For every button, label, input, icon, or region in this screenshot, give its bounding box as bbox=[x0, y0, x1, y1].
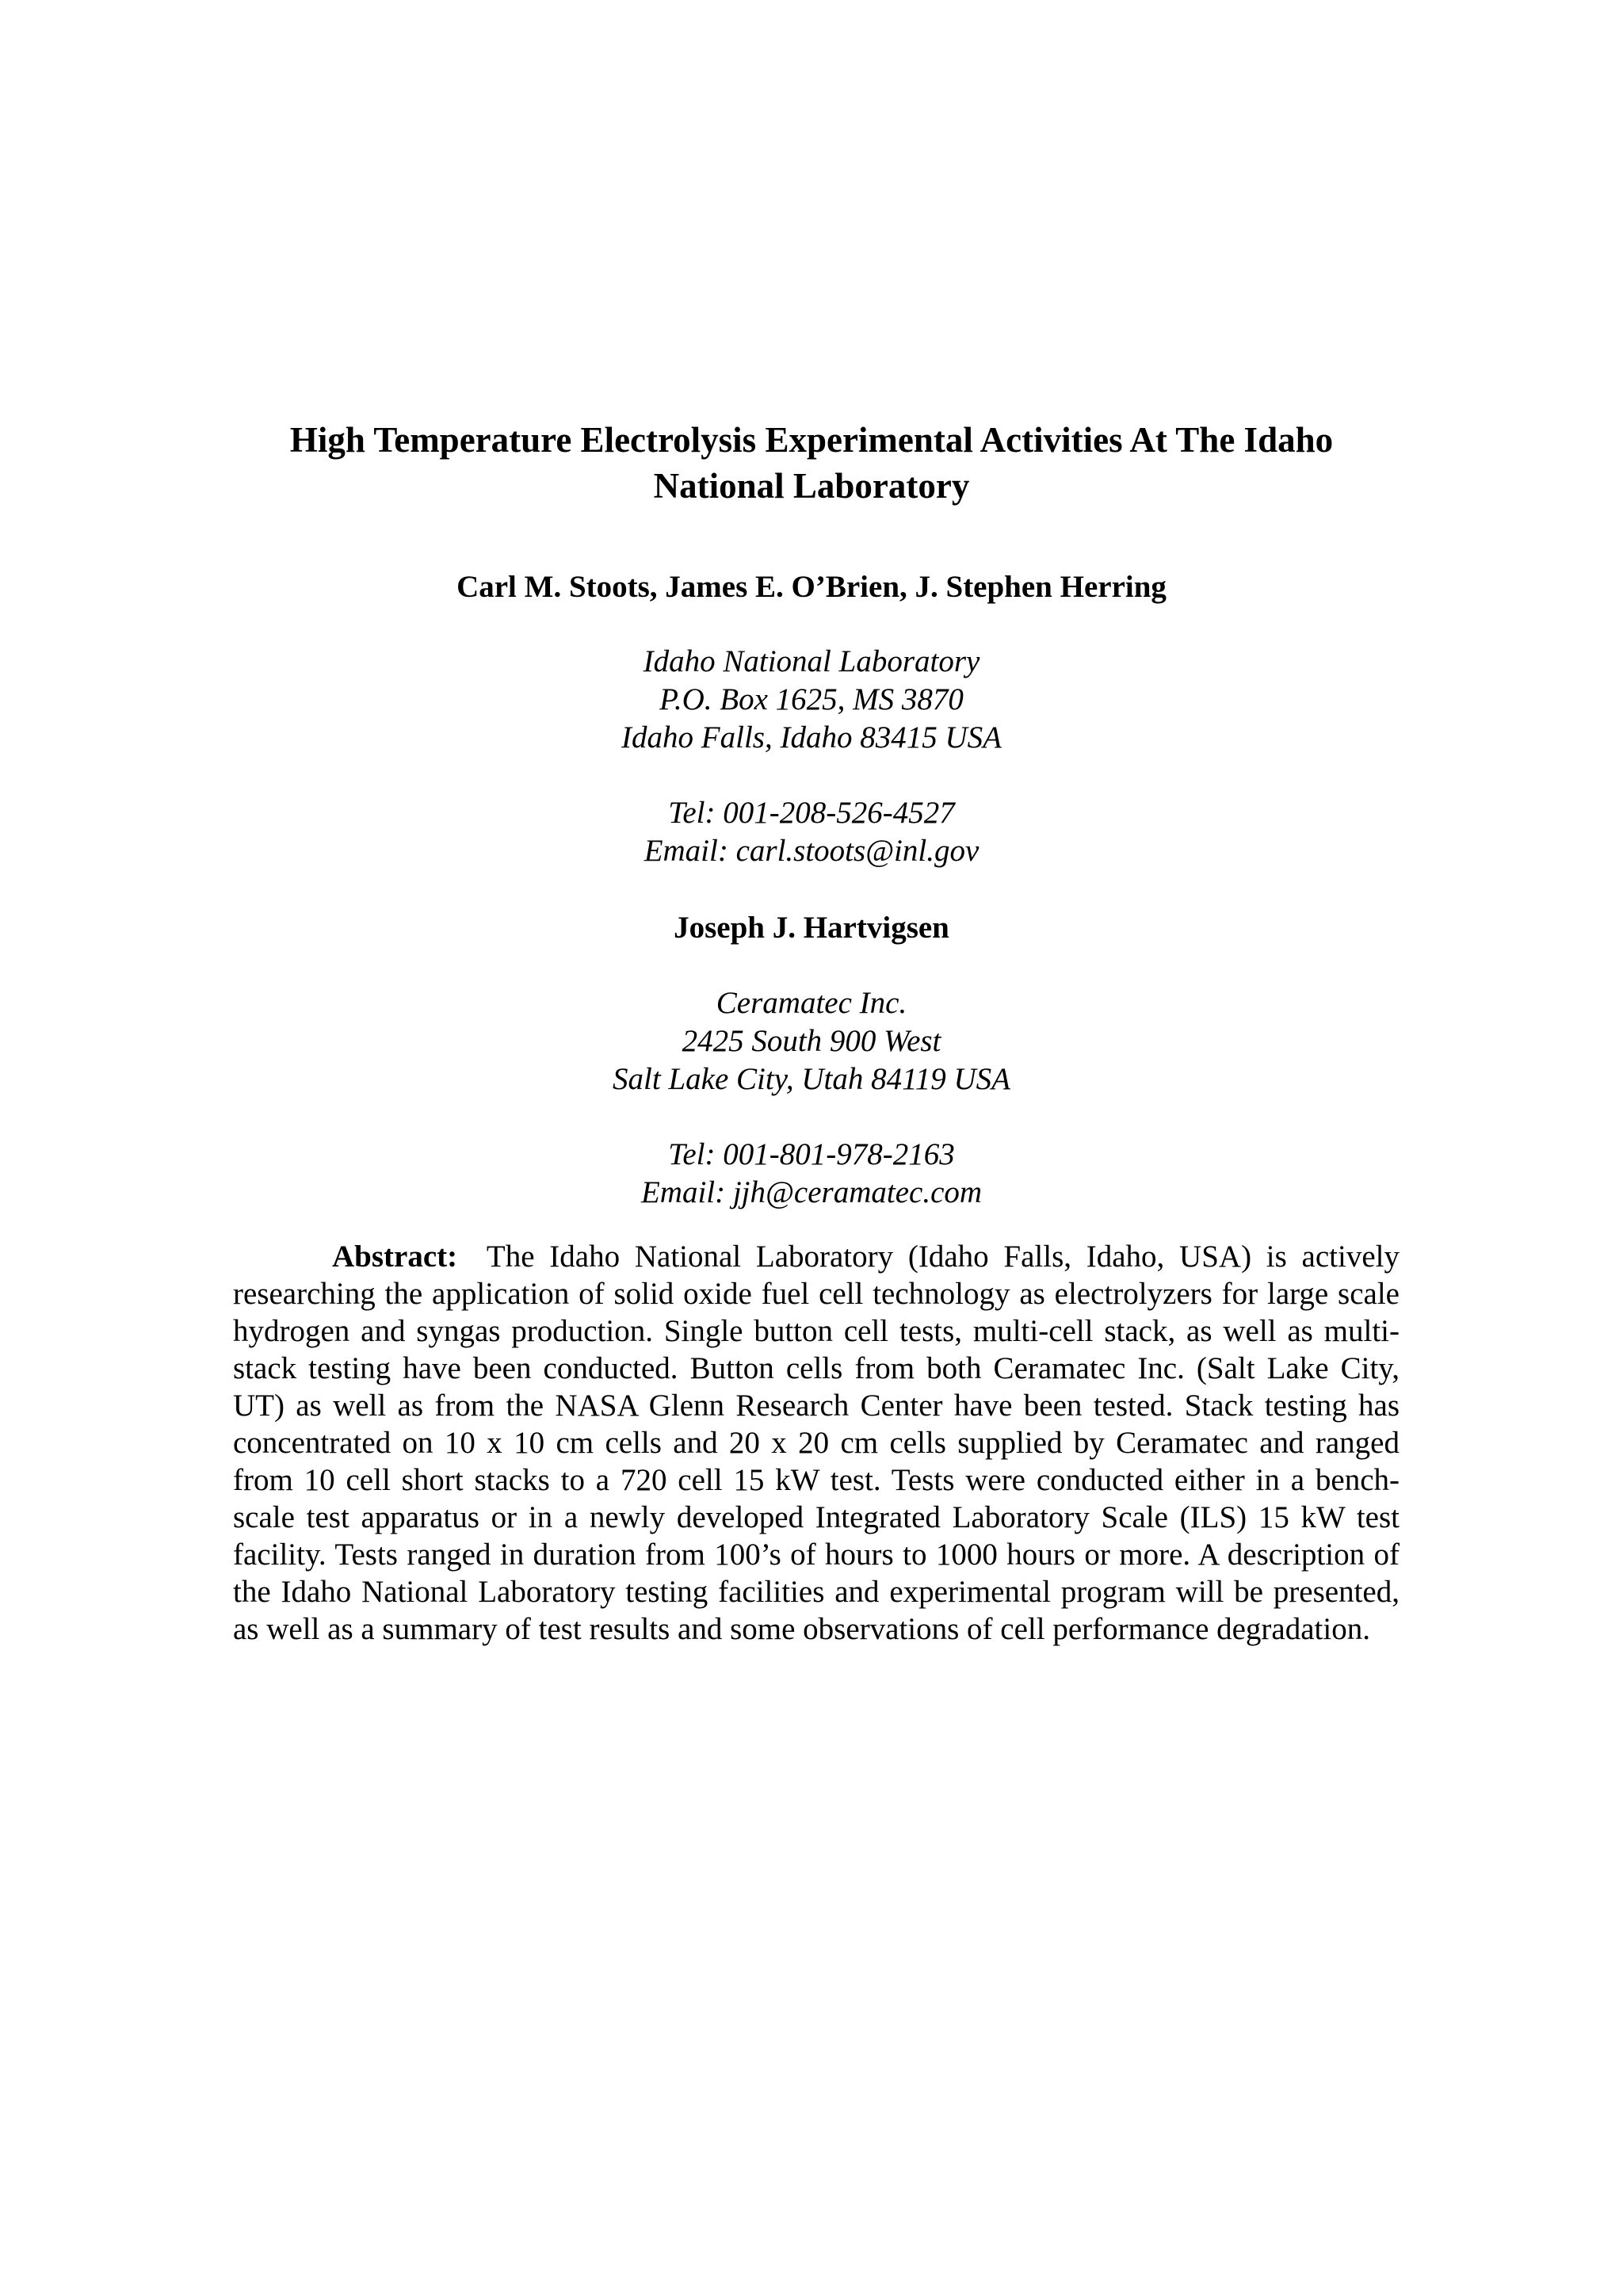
affiliation-2-line-1: Ceramatec Inc. bbox=[716, 986, 907, 1020]
affiliation-1 bbox=[158, 643, 1465, 757]
abstract-label: Abstract: bbox=[332, 1240, 458, 1274]
author-list-1: Carl M. Stoots, James E. O’Brien, J. Stephen Herring bbox=[456, 570, 1167, 604]
affiliation-2-line-2: 2425 South 900 West bbox=[682, 1024, 941, 1058]
affiliation-1-line-2: P.O. Box 1625, MS 3870 bbox=[659, 682, 964, 716]
contact-1-phone: Tel: 001-208-526-4527 bbox=[668, 796, 955, 830]
affiliation-1-line-1: Idaho National Laboratory bbox=[643, 644, 980, 678]
contact-1-email: Email: carl.stoots@inl.gov bbox=[643, 834, 980, 868]
abstract-text: The Idaho National Laboratory (Idaho Falls, Idaho, USA) is actively researching the application of solid oxide fuel cell technology as electrolyzers for large scale hydrogen and syngas production. Single button cell tests, multi-cell stack, as well as multi-stack testing have been conducted. Button cells from both Ceramatec Inc. (Salt Lake City, UT) as well as from the NASA Glenn Research Center have been tested. Stack testing has concentrated on 10 x 10 cm cells and 20 x 20 cm cells supplied by Ceramatec and ranged from 10 cell short stacks to a 720 cell 15 kW test. Tests were conducted either in a bench-scale test apparatus or in a newly developed Integrated Laboratory Scale (ILS) 15 kW test facility. Tests ranged in duration from 100’s of hours to 1000 hours or more. A description of the Idaho National Laboratory testing facilities and experimental program will be presented, as well as a summary of test results and some observations of cell performance degradation. bbox=[233, 1240, 1400, 1646]
paper-title bbox=[158, 417, 1465, 509]
contact-2-email: Email: jjh@ceramatec.com bbox=[640, 1175, 983, 1209]
contact-2-phone: Tel: 001-801-978-2163 bbox=[668, 1137, 955, 1171]
affiliation-2 bbox=[158, 984, 1465, 1098]
author-list-2: Joseph J. Hartvigsen bbox=[674, 911, 949, 945]
affiliation-2-line-3: Salt Lake City, Utah 84119 USA bbox=[613, 1062, 1010, 1096]
abstract-paragraph bbox=[233, 1238, 1400, 1648]
contact-1 bbox=[158, 794, 1465, 870]
title-line-1: High Temperature Electrolysis Experimental Activities At The Idaho bbox=[289, 420, 1334, 460]
title-line-2: National Laboratory bbox=[653, 466, 970, 506]
contact-2 bbox=[158, 1136, 1465, 1212]
affiliation-1-line-3: Idaho Falls, Idaho 83415 USA bbox=[621, 720, 1002, 755]
